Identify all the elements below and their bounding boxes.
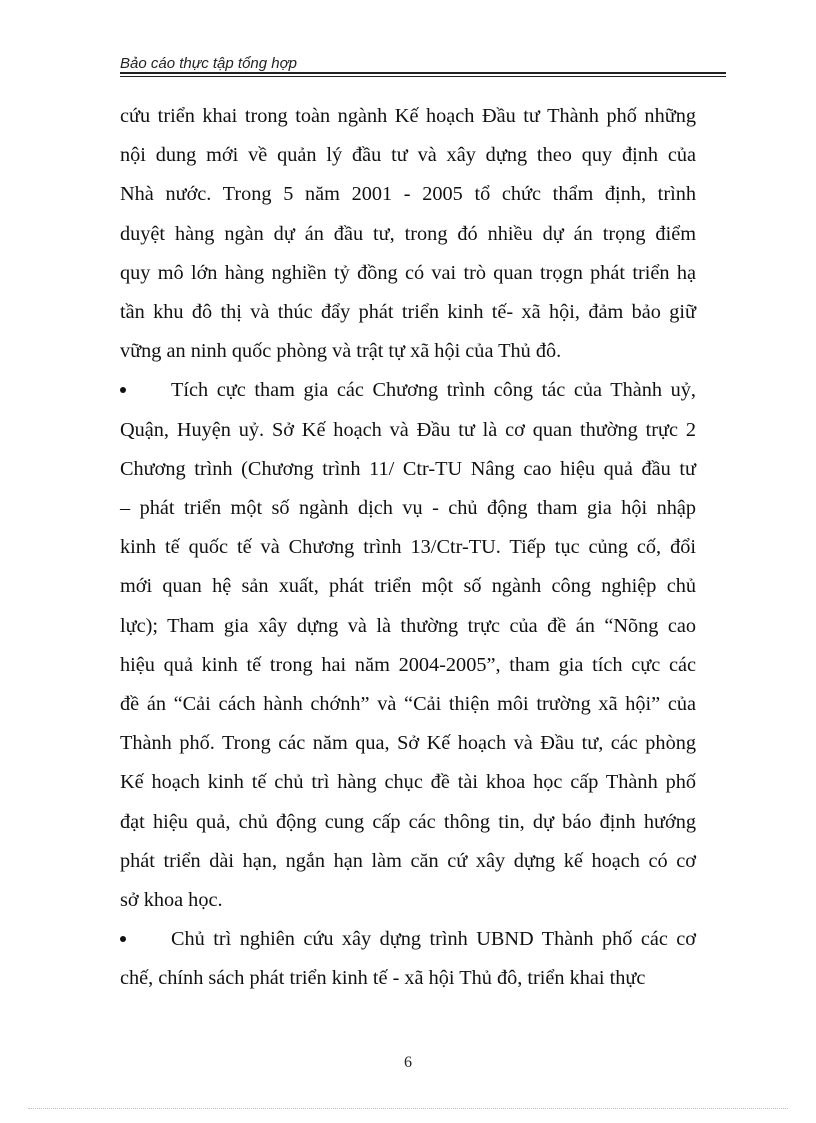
text-line: lực); Tham gia xây dựng và là thường trực của đề án “Nõng cao bbox=[120, 614, 696, 637]
text-line: – phát triển một số ngành dịch vụ - chủ động tham gia hội nhập bbox=[120, 497, 696, 520]
bullet-paragraph bbox=[120, 920, 696, 998]
text-line: đề án “Cải cách hành chớnh” và “Cải thiện môi trường xã hội” của bbox=[120, 693, 696, 716]
page-header bbox=[120, 54, 726, 76]
text-line: nội dung mới về quản lý đầu tư và xây dựng theo quy định của bbox=[120, 144, 696, 167]
text-line: mới quan hệ sản xuất, phát triển một số ngành công nghiệp chủ bbox=[120, 575, 696, 598]
bullet-icon bbox=[120, 387, 126, 393]
bullet-text: Chủ trì nghiên cứu xây dựng trình UBND Thành phố các cơ bbox=[171, 928, 696, 951]
page-number: 6 bbox=[404, 1054, 412, 1071]
header-rule-thick bbox=[120, 72, 726, 74]
text-line bbox=[120, 371, 696, 410]
text-line: quy mô lớn hàng nghiền tỷ đồng có vai trò quan trọgn phát triển hạ bbox=[120, 261, 696, 284]
document-body bbox=[120, 97, 696, 999]
text-line: đạt hiệu quả, chủ động cung cấp các thông tin, dự báo định hướng bbox=[120, 810, 696, 833]
bullet-paragraph bbox=[120, 371, 696, 920]
text-line: tần khu đô thị và thúc đẩy phát triển kinh tế- xã hội, đảm bảo giữ bbox=[120, 301, 696, 324]
text-line: phát triển dài hạn, ngắn hạn làm căn cứ xây dựng kế hoạch có cơ bbox=[120, 849, 696, 872]
bullet-icon bbox=[120, 936, 126, 942]
text-line: Kế hoạch kinh tế chủ trì hàng chục đề tài khoa học cấp Thành phố bbox=[120, 771, 696, 794]
text-line: Quận, Huyện uỷ. Sở Kế hoạch và Đầu tư là cơ quan thường trực 2 bbox=[120, 418, 696, 441]
header-rule-thin bbox=[120, 76, 726, 77]
text-line: duyệt hàng ngàn dự án đầu tư, trong đó nhiều dự án trọng điểm bbox=[120, 222, 696, 245]
text-line: vững an ninh quốc phòng và trật tự xã hội của Thủ đô. bbox=[120, 340, 562, 363]
text-line: Nhà nước. Trong 5 năm 2001 - 2005 tổ chức thẩm định, trình bbox=[120, 183, 696, 206]
text-line: kinh tế quốc tế và Chương trình 13/Ctr-TU. Tiếp tục củng cố, đổi bbox=[120, 536, 696, 559]
text-line: Chương trình (Chương trình 11/ Ctr-TU Nâng cao hiệu quả đầu tư bbox=[120, 457, 696, 480]
page-bottom-border bbox=[28, 1108, 788, 1109]
text-line: Thành phố. Trong các năm qua, Sở Kế hoạch và Đầu tư, các phòng bbox=[120, 732, 696, 755]
text-line: chế, chính sách phát triển kinh tế - xã hội Thủ đô, triển khai thực bbox=[120, 967, 646, 990]
paragraph bbox=[120, 97, 696, 371]
text-line: sở khoa học. bbox=[120, 889, 223, 912]
bullet-text: Tích cực tham gia các Chương trình công tác của Thành uỷ, bbox=[171, 379, 696, 402]
text-line: cứu triển khai trong toàn ngành Kế hoạch Đầu tư Thành phố những bbox=[120, 105, 696, 127]
text-line bbox=[120, 920, 696, 959]
header-title: Bảo cáo thực tập tổng hợp bbox=[120, 55, 298, 72]
text-line: hiệu quả kinh tế trong hai năm 2004-2005”, tham gia tích cực các bbox=[120, 653, 696, 676]
